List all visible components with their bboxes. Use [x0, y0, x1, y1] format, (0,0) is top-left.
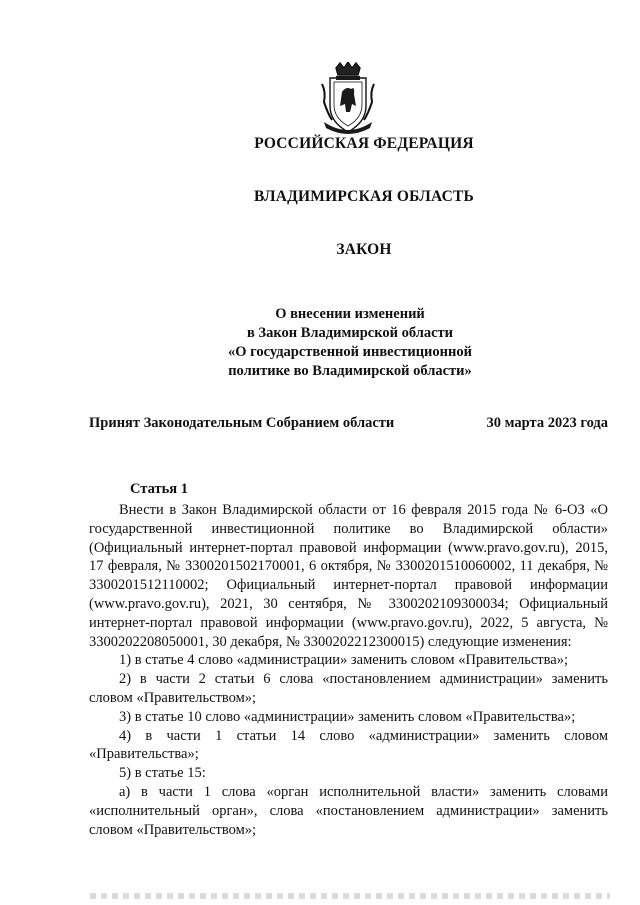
law-name-line: в Закон Владимирской области — [246, 325, 454, 341]
adopted-by: Принят Законодательным Собранием области — [89, 415, 395, 431]
law-name-line: О внесении изменений — [275, 306, 425, 322]
article-paragraph: Внести в Закон Владимирской области от 16 февраля 2015 года № 6-ОЗ «О государственной инвестиционной политике во Владимирской области» (Официальный интернет-портал правовой информации (www.pravo.gov.ru), 2015, 17 февраля, № 3300201502170001, 6 октября, № 3300201510060002, 11 декабря, № 3300201512110002; Официальный интернет-портал правовой информации (www.pravo.gov.ru), 2021, 30 сентября, № 3300202109300034; Официальный интернет-портал правовой информации (www.pravo.gov.ru), 2022, 5 августа, № 3300202208050001, 30 декабря, № 3300202212300015) следующие изменения: — [89, 502, 608, 650]
article-paragraph: 5) в статье 15: — [119, 765, 206, 782]
scan-artifact-divider — [90, 893, 610, 899]
law-name-line: политике во Владимирской области» — [228, 363, 472, 379]
article-paragraph: 3) в статье 10 слово «администрации» заменить словом «Правительства»; — [119, 708, 576, 725]
article-body — [89, 501, 608, 839]
region-title: ВЛАДИМИРСКАЯ ОБЛАСТЬ — [254, 188, 474, 205]
article-paragraph: 1) в статье 4 слово «администрации» заменить словом «Правительства»; — [119, 652, 569, 669]
article-paragraph: 2) в части 2 статьи 6 слова «постановлением администрации» заменить словом «Правительством»; — [89, 671, 608, 706]
article-paragraph: 4) в части 1 статьи 14 слово «администрации» заменить словом «Правительства»; — [89, 727, 608, 763]
article-paragraph: а) в части 1 слова «орган исполнительной власти» заменить словами «исполнительный орган», слова «постановлением администрации» заменить словом «Правительством»; — [89, 783, 608, 838]
country-title: РОССИЙСКАЯ ФЕДЕРАЦИЯ — [254, 135, 474, 152]
law-name-line: «О государственной инвестиционной — [228, 344, 472, 360]
law-name — [200, 305, 500, 381]
article-heading: Статья 1 — [130, 481, 188, 497]
adoption-date: 30 марта 2023 года — [486, 415, 608, 431]
coat-of-arms-icon — [320, 62, 376, 136]
document-type: ЗАКОН — [336, 241, 392, 258]
